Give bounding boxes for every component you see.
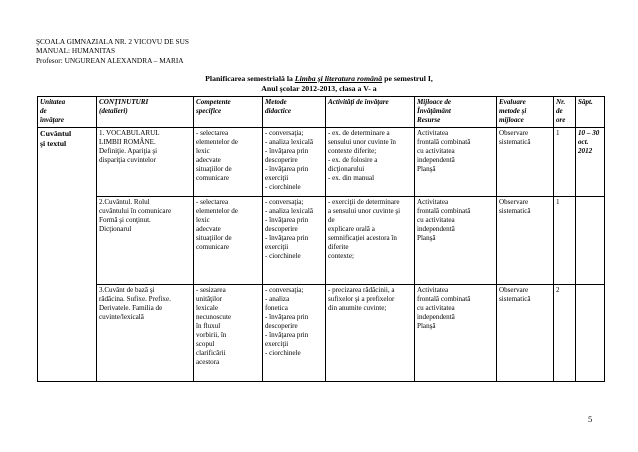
cell-line: cu activitatea — [417, 147, 455, 156]
cell-line: Activitatea — [417, 129, 449, 137]
col-unit — [38, 97, 97, 128]
cell-line: - învăţarea prin — [265, 234, 309, 243]
cell-line: exerciţii — [265, 243, 289, 252]
resources-cell — [415, 197, 497, 285]
week-cell — [576, 128, 605, 197]
methods-cell — [263, 197, 326, 285]
cell-line: Definiţie. Apariţia şi — [99, 147, 158, 156]
cell-line: 1 — [556, 198, 560, 206]
cell-line: lexic — [196, 147, 210, 156]
col-content — [97, 97, 194, 128]
cell-line: acestora — [196, 358, 220, 367]
cell-line: descoperire — [265, 225, 298, 234]
cell-line: sensului unor cuvinte în — [328, 138, 396, 147]
cell-line: contexte; — [328, 252, 354, 261]
cell-line: metode şi — [499, 107, 527, 116]
cell-line: - ciorchinele — [265, 349, 301, 358]
cell-line: independentă — [417, 156, 455, 165]
cell-line: 2 — [556, 286, 560, 294]
cell-line: ore — [556, 116, 566, 125]
cell-line: 1. VOCABULARUL — [99, 129, 160, 137]
cell-line: 2012 — [578, 147, 593, 156]
cell-line: exerciţii — [265, 174, 289, 183]
activities-cell — [326, 128, 415, 197]
cell-line: - analiza lexicală — [265, 207, 314, 216]
cell-line: Planşă — [417, 165, 436, 174]
evaluation-cell — [497, 197, 554, 285]
cell-line: oct. — [578, 138, 589, 147]
cell-line: sistematică — [499, 207, 531, 216]
cell-line: exerciţii — [265, 340, 289, 349]
resources-cell — [415, 285, 497, 382]
header-row — [38, 97, 605, 128]
hours-cell — [554, 128, 576, 197]
cell-line: Cuvântul — [40, 129, 72, 138]
cell-line: frontală combinată — [417, 295, 471, 304]
cell-line: mijloace — [499, 116, 524, 125]
cell-line: de — [40, 107, 47, 116]
cell-line: - învăţarea prin — [265, 313, 309, 322]
activities-cell — [326, 197, 415, 285]
evaluation-cell — [497, 128, 554, 197]
competencies-cell — [194, 285, 263, 382]
plan-subtitle: Anul şcolar 2012-2013, clasa a V- a — [261, 84, 377, 93]
cell-line: în fluxul — [196, 322, 221, 331]
cell-line: contexte diferite; — [328, 147, 377, 156]
cell-line: Săpt. — [578, 98, 593, 106]
cell-line: lexic — [196, 216, 210, 225]
cell-line: descoperire — [265, 156, 298, 165]
cell-line: semnificaţiei acestora în — [328, 234, 397, 243]
cell-line: - conversaţia; — [265, 129, 304, 137]
cell-line: Formă şi conţinut. — [99, 216, 151, 225]
cell-line: sistematică — [499, 138, 531, 147]
cell-line: scopul — [196, 340, 215, 349]
cell-line: - selectarea — [196, 129, 229, 137]
cell-line: - exerciţii de determinare — [328, 198, 400, 206]
col-hours — [554, 97, 576, 128]
cell-line: Observare — [499, 129, 529, 137]
title-suffix: pe semestrul I, — [382, 74, 433, 83]
cell-line: unităţilor — [196, 295, 223, 304]
cell-line: clarificării — [196, 349, 226, 358]
cell-line: - ex. de determinare a — [328, 129, 390, 137]
cell-line: necunoscute — [196, 313, 232, 322]
col-evaluation — [497, 97, 554, 128]
cell-line: didactice — [265, 107, 291, 116]
cell-line: 2.Cuvântul. Rolul — [99, 198, 150, 206]
cell-line: - precizarea rădăcinii, a — [328, 286, 395, 294]
plan-title — [0, 74, 638, 84]
cell-line: cu activitatea — [417, 216, 455, 225]
cell-line: - conversaţia; — [265, 286, 304, 294]
cell-line: - ex. de folosire a — [328, 156, 378, 165]
cell-line: - învăţarea prin — [265, 147, 309, 156]
cell-line: specifice — [196, 107, 222, 116]
cell-line: Resurse — [417, 116, 441, 125]
cell-line: dispariţia cuvintelor — [99, 156, 156, 165]
title-prefix: Planificarea semestrială la — [205, 74, 295, 83]
cell-line: dicţionarului — [328, 165, 365, 174]
table-row — [38, 197, 605, 285]
cell-line: - învăţarea prin — [265, 331, 309, 340]
cell-line: lexicale — [196, 304, 219, 313]
methods-cell — [263, 285, 326, 382]
planning-table — [37, 96, 605, 382]
cell-line: 3.Cuvânt de bază şi — [99, 286, 155, 294]
cell-line: frontală combinată — [417, 138, 471, 147]
cell-line: LIMBII ROMÂNE. — [99, 138, 156, 147]
week-cell — [576, 197, 605, 285]
cell-line: Derivatele. Familia de — [99, 304, 163, 313]
table-row — [38, 128, 605, 197]
col-competencies — [194, 97, 263, 128]
cell-line: - învăţarea prin — [265, 216, 309, 225]
cell-line: cuvântului în comunicare — [99, 207, 172, 216]
cell-line: Dicţionarul — [99, 225, 132, 234]
cell-line: sistematică — [499, 295, 531, 304]
cell-line: fonetica — [265, 304, 288, 313]
cell-line: de — [328, 216, 335, 225]
col-week — [576, 97, 605, 128]
cell-line: explicare orală a — [328, 225, 375, 234]
cell-line: Învăţământ — [417, 107, 451, 116]
cell-line: Unitatea — [40, 98, 66, 106]
cell-line: adecvate — [196, 225, 221, 234]
cell-line: Activitatea — [417, 286, 449, 294]
activities-cell — [326, 285, 415, 382]
cell-line: descoperire — [265, 322, 298, 331]
cell-line: 1 — [556, 129, 560, 137]
cell-line: Mijloace de — [417, 98, 452, 106]
cell-line: rădăcina. Sufixe. Prefixe. — [99, 295, 171, 304]
cell-line: cu activitatea — [417, 304, 455, 313]
table-row — [38, 285, 605, 382]
cell-line: Nr. — [556, 98, 566, 106]
cell-line: Metode — [265, 98, 287, 106]
cell-line: - analiza lexicală — [265, 138, 314, 147]
col-methods — [263, 97, 326, 128]
cell-line: - învăţarea prin — [265, 165, 309, 174]
cell-line: sufixelor şi a prefixelor — [328, 295, 395, 304]
cell-line: Planşă — [417, 234, 436, 243]
school-name: ŞCOALA GIMNAZIALA NR. 2 VICOVU DE SUS — [36, 37, 189, 46]
cell-line: a sensului unor cuvinte şi — [328, 207, 401, 216]
cell-line: adecvate — [196, 156, 221, 165]
cell-line: cuvinte/lexicală — [99, 313, 144, 322]
teacher-name: Profesor: UNGUREAN ALEXANDRA – MARIA — [36, 55, 184, 65]
cell-line: elementelor de — [196, 138, 238, 147]
hours-cell — [554, 197, 576, 285]
cell-line: independentă — [417, 313, 455, 322]
competencies-cell — [194, 128, 263, 197]
cell-line: Planşă — [417, 322, 436, 331]
page-number: 5 — [588, 414, 593, 424]
cell-line: - conversaţia; — [265, 198, 304, 206]
cell-line: Competente — [196, 98, 231, 106]
cell-line: - ciorchinele — [265, 183, 301, 192]
cell-line: Observare — [499, 286, 529, 294]
cell-line: Activitatea — [417, 198, 449, 206]
cell-line: şi textul — [40, 139, 67, 148]
cell-line: - selectarea — [196, 198, 229, 206]
cell-line: comunicare — [196, 243, 230, 252]
content-cell — [97, 285, 194, 382]
cell-line: comunicare — [196, 174, 230, 183]
title-subject: Limba şi literatura română — [294, 74, 383, 83]
cell-line: din anumite cuvinte; — [328, 304, 387, 313]
cell-line: de — [556, 107, 563, 116]
cell-line: - ciorchinele — [265, 252, 301, 261]
content-cell — [97, 197, 194, 285]
cell-line: Activităţi de învăţare — [328, 98, 389, 106]
cell-line: învăţare — [40, 116, 65, 125]
col-resources — [415, 97, 497, 128]
cell-line: frontală combinată — [417, 207, 471, 216]
cell-line: CONŢINUTURI — [99, 98, 149, 106]
cell-line: - sesizarea — [196, 286, 226, 294]
cell-line: - analiza — [265, 295, 290, 304]
hours-cell — [554, 285, 576, 382]
cell-line: situaţiilor de — [196, 165, 232, 174]
cell-line: (detalieri) — [99, 107, 128, 116]
col-activities — [326, 97, 415, 128]
content-cell — [97, 128, 194, 197]
resources-cell — [415, 128, 497, 197]
cell-line: Evaluare — [499, 98, 526, 106]
cell-line: elementelor de — [196, 207, 238, 216]
evaluation-cell — [497, 285, 554, 382]
cell-line: independentă — [417, 225, 455, 234]
cell-line: vorbirii, în — [196, 331, 227, 340]
unit-cell — [38, 128, 97, 382]
document-header — [36, 37, 189, 65]
cell-line: - ex. din manual — [328, 174, 375, 183]
cell-line: Observare — [499, 198, 529, 206]
week-cell — [576, 285, 605, 382]
manual-name: MANUAL: HUMANITAS — [36, 46, 116, 56]
methods-cell — [263, 128, 326, 197]
cell-line: situaţiilor de — [196, 234, 232, 243]
cell-line: 10 – 30 — [578, 129, 600, 137]
cell-line: diferite — [328, 243, 349, 252]
competencies-cell — [194, 197, 263, 285]
